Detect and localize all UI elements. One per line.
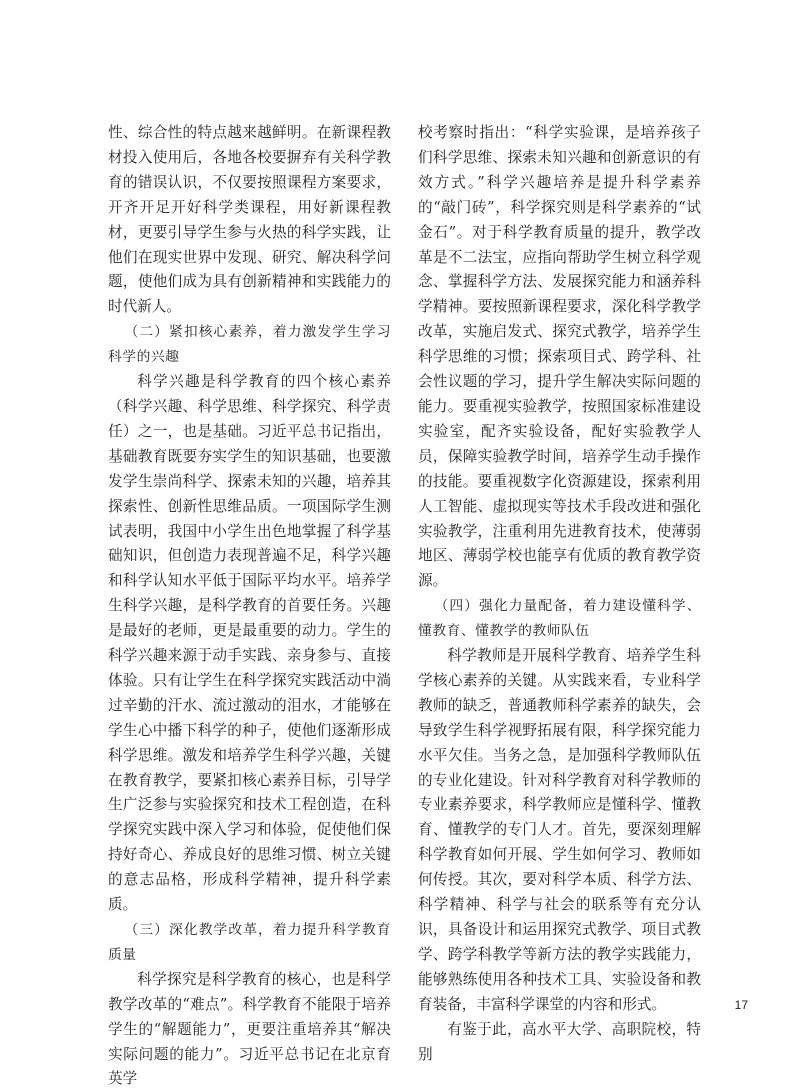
- paragraph: 有鉴于此，高水平大学、高职院校，特别: [418, 1020, 701, 1063]
- section-heading-2: （二）紧扣核心素养，着力激发学生学习科学的兴趣: [108, 324, 391, 366]
- paragraph: 科学探究是科学教育的核心，也是科学教学改革的“难点”。科学教育不能限于培养学生的“解题能力”，更要注重培养其“解决实际问题的能力”。习近平总书记在北京育英学: [108, 970, 391, 1088]
- right-column: [418, 121, 701, 1067]
- paragraph: 科学兴趣是科学教育的四个核心素养（科学兴趣、科学思维、科学探究、科学责任）之一，也是基础。习近平总书记指出，基础教育既要夯实学生的知识基础，也要激发学生崇尚科学、探索未知的兴趣，培养其探索性、创新性思维品质。一项国际学生测试表明，我国中小学生出色地掌握了科学基础知识，但创造力表现普遍不足，科学兴趣和科学认知水平低于国际平均水平。培养学生科学兴趣，是科学教育的首要任务。兴趣是最好的老师，更是最重要的动力。学生的科学兴趣来源于动手实践、亲身参与、直接体验。只有让学生在科学探究实践活动中淌过辛勤的汗水、流过激动的泪水，才能够在学生心中播下科学的种子，使他们逐渐形成科学思维。激发和培养学生科学兴趣，关键在教育教学，要紧扣核心素养目标，引导学生广泛参与实验探究和技术工程创造，在科学探究实践中深入学习和体验，促使他们保持好奇心、养成良好的思维习惯、树立关键的意志品格，形成科学精神，提升科学素质。: [108, 373, 391, 914]
- left-column: [108, 121, 391, 1092]
- section-heading-4: （四）强化力量配备，着力建设懂科学、懂教育、懂教学的教师队伍: [418, 598, 701, 640]
- page-number: 17: [734, 998, 748, 1012]
- paragraph: 科学教师是开展科学教育、培养学生科学核心素养的关键。从实践来看，专业科学教师的缺乏，普通教师科学素养的缺失，会导致学生科学视野拓展有限，科学探究能力水平欠佳。当务之急，是加强科学教师队伍的专业化建设。针对科学教育对科学教师的专业素养要求，科学教师应是懂科学、懂教育、懂教学的专门人才。首先，要深刻理解科学教育如何开展、学生如何学习、教师如何传授。其次，要对科学本质、科学方法、科学精神、科学与社会的联系等有充分认识，具备设计和运用探究式教学、项目式教学、跨学科教学等新方法的教学实践能力，能够熟练使用各种技术工具、实验设备和教育装备，丰富科学课堂的内容和形式。: [418, 647, 701, 1013]
- paragraph: 性、综合性的特点越来越鲜明。在新课程教材投入使用后，各地各校要摒弃有关科学教育的错误认识，不仅要按照课程方案要求，开齐开足开好科学类课程，用好新课程教材，更要引导学生参与火热的科学实践，让他们在现实世界中发现、研究、解决科学问题，使他们成为具有创新精神和实践能力的时代新人。: [108, 124, 391, 316]
- section-heading-3: （三）深化教学改革，着力提升科学教育质量: [108, 922, 391, 963]
- paragraph: 校考察时指出：“科学实验课，是培养孩子们科学思维、探索未知兴趣和创新意识的有效方式。”科学兴趣培养是提升科学素养的“敲门砖”，科学探究则是科学素养的“试金石”。对于科学教育质量的提升，教学改革是不二法宝，应指向帮助学生树立科学观念、掌握科学方法、发展探究能力和涵养科学精神。要按照新课程要求，深化科学教学改革，实施启发式、探究式教学，培养学生科学思维的习惯；探索项目式、跨学科、社会性议题的学习，提升学生解决实际问题的能力。要重视实验教学，按照国家标准建设实验室，配齐实验设备，配好实验教学人员，保障实验教学时间，培养学生动手操作的技能。要重视数字化资源建设，探索利用人工智能、虚拟现实等技术手段改进和强化实验教学，注重利用先进教育技术，使薄弱地区、薄弱学校也能享有优质的教育教学资源。: [418, 124, 701, 590]
